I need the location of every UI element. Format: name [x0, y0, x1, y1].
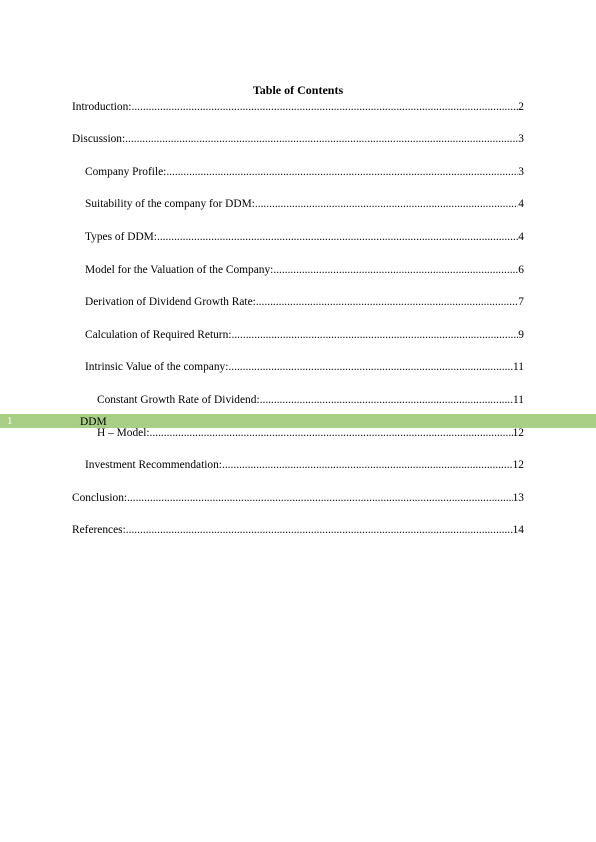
toc-leader-dots	[127, 491, 513, 505]
toc-page-number: 3	[518, 133, 524, 145]
toc-page-number: 7	[518, 296, 524, 308]
toc-page-number: 4	[518, 231, 524, 243]
toc-leader-dots	[260, 393, 513, 407]
margin-note-text: DDM	[80, 416, 107, 428]
toc-page-number: 13	[512, 492, 524, 504]
toc-entry-discussion[interactable]	[72, 132, 524, 146]
toc-entry-intrinsic-value[interactable]	[85, 360, 524, 374]
toc-page-number: 2	[518, 101, 524, 113]
toc-entry-label: Model for the Valuation of the Company:	[85, 264, 274, 276]
toc-entry-label: Conclusion:	[72, 492, 128, 504]
toc-entry-label: Calculation of Required Return:	[85, 329, 232, 341]
toc-page-number: 12	[512, 427, 524, 439]
toc-entry-required-return[interactable]	[85, 328, 524, 342]
toc-entry-types-of-ddm[interactable]	[85, 230, 524, 244]
toc-leader-dots	[222, 458, 513, 472]
toc-entry-label: H – Model:	[97, 427, 150, 439]
toc-entry-suitability[interactable]	[85, 197, 524, 211]
toc-entry-label: Constant Growth Rate of Dividend:	[97, 394, 260, 406]
toc-entry-investment-recommendation[interactable]	[85, 458, 524, 472]
margin-note-number: 1	[7, 415, 13, 427]
toc-entry-conclusion[interactable]	[72, 491, 524, 505]
toc-leader-dots	[256, 295, 518, 309]
toc-page-number: 6	[518, 264, 524, 276]
toc-page-number: 9	[518, 329, 524, 341]
toc-page-number: 12	[512, 459, 524, 471]
toc-entry-label: Types of DDM:	[85, 231, 157, 243]
toc-leader-dots	[150, 426, 513, 440]
toc-leader-dots	[228, 360, 513, 374]
toc-page-number: 11	[513, 394, 524, 406]
toc-leader-dots	[166, 165, 518, 179]
toc-entry-constant-growth[interactable]	[97, 393, 524, 407]
toc-entry-introduction[interactable]	[72, 100, 524, 114]
toc-title: Table of Contents	[252, 83, 344, 97]
toc-entry-dividend-growth-rate[interactable]	[85, 295, 524, 309]
toc-entry-label: Derivation of Dividend Growth Rate:	[85, 296, 256, 308]
toc-entry-label: Discussion:	[72, 133, 126, 145]
toc-entry-label: Intrinsic Value of the company:	[85, 361, 229, 373]
toc-leader-dots	[126, 523, 513, 537]
toc-entry-label: Introduction:	[72, 101, 132, 113]
toc-entry-label: Suitability of the company for DDM:	[85, 198, 255, 210]
toc-leader-dots	[125, 132, 518, 146]
toc-page-number: 11	[513, 361, 524, 373]
toc-entry-references[interactable]	[72, 523, 524, 537]
toc-page-number: 3	[518, 166, 524, 178]
toc-entry-label: References:	[72, 524, 126, 536]
toc-entry-label: Investment Recommendation:	[85, 459, 222, 471]
toc-entry-valuation-model[interactable]	[85, 263, 524, 277]
toc-page-number: 14	[512, 524, 524, 536]
toc-leader-dots	[273, 263, 518, 277]
toc-entry-company-profile[interactable]	[85, 165, 524, 179]
toc-page-number: 4	[518, 198, 524, 210]
toc-entry-label: Company Profile:	[85, 166, 167, 178]
toc-leader-dots	[131, 100, 518, 114]
toc-leader-dots	[231, 328, 518, 342]
toc-leader-dots	[157, 230, 518, 244]
toc-leader-dots	[255, 197, 518, 211]
toc-entry-h-model[interactable]	[97, 426, 524, 440]
